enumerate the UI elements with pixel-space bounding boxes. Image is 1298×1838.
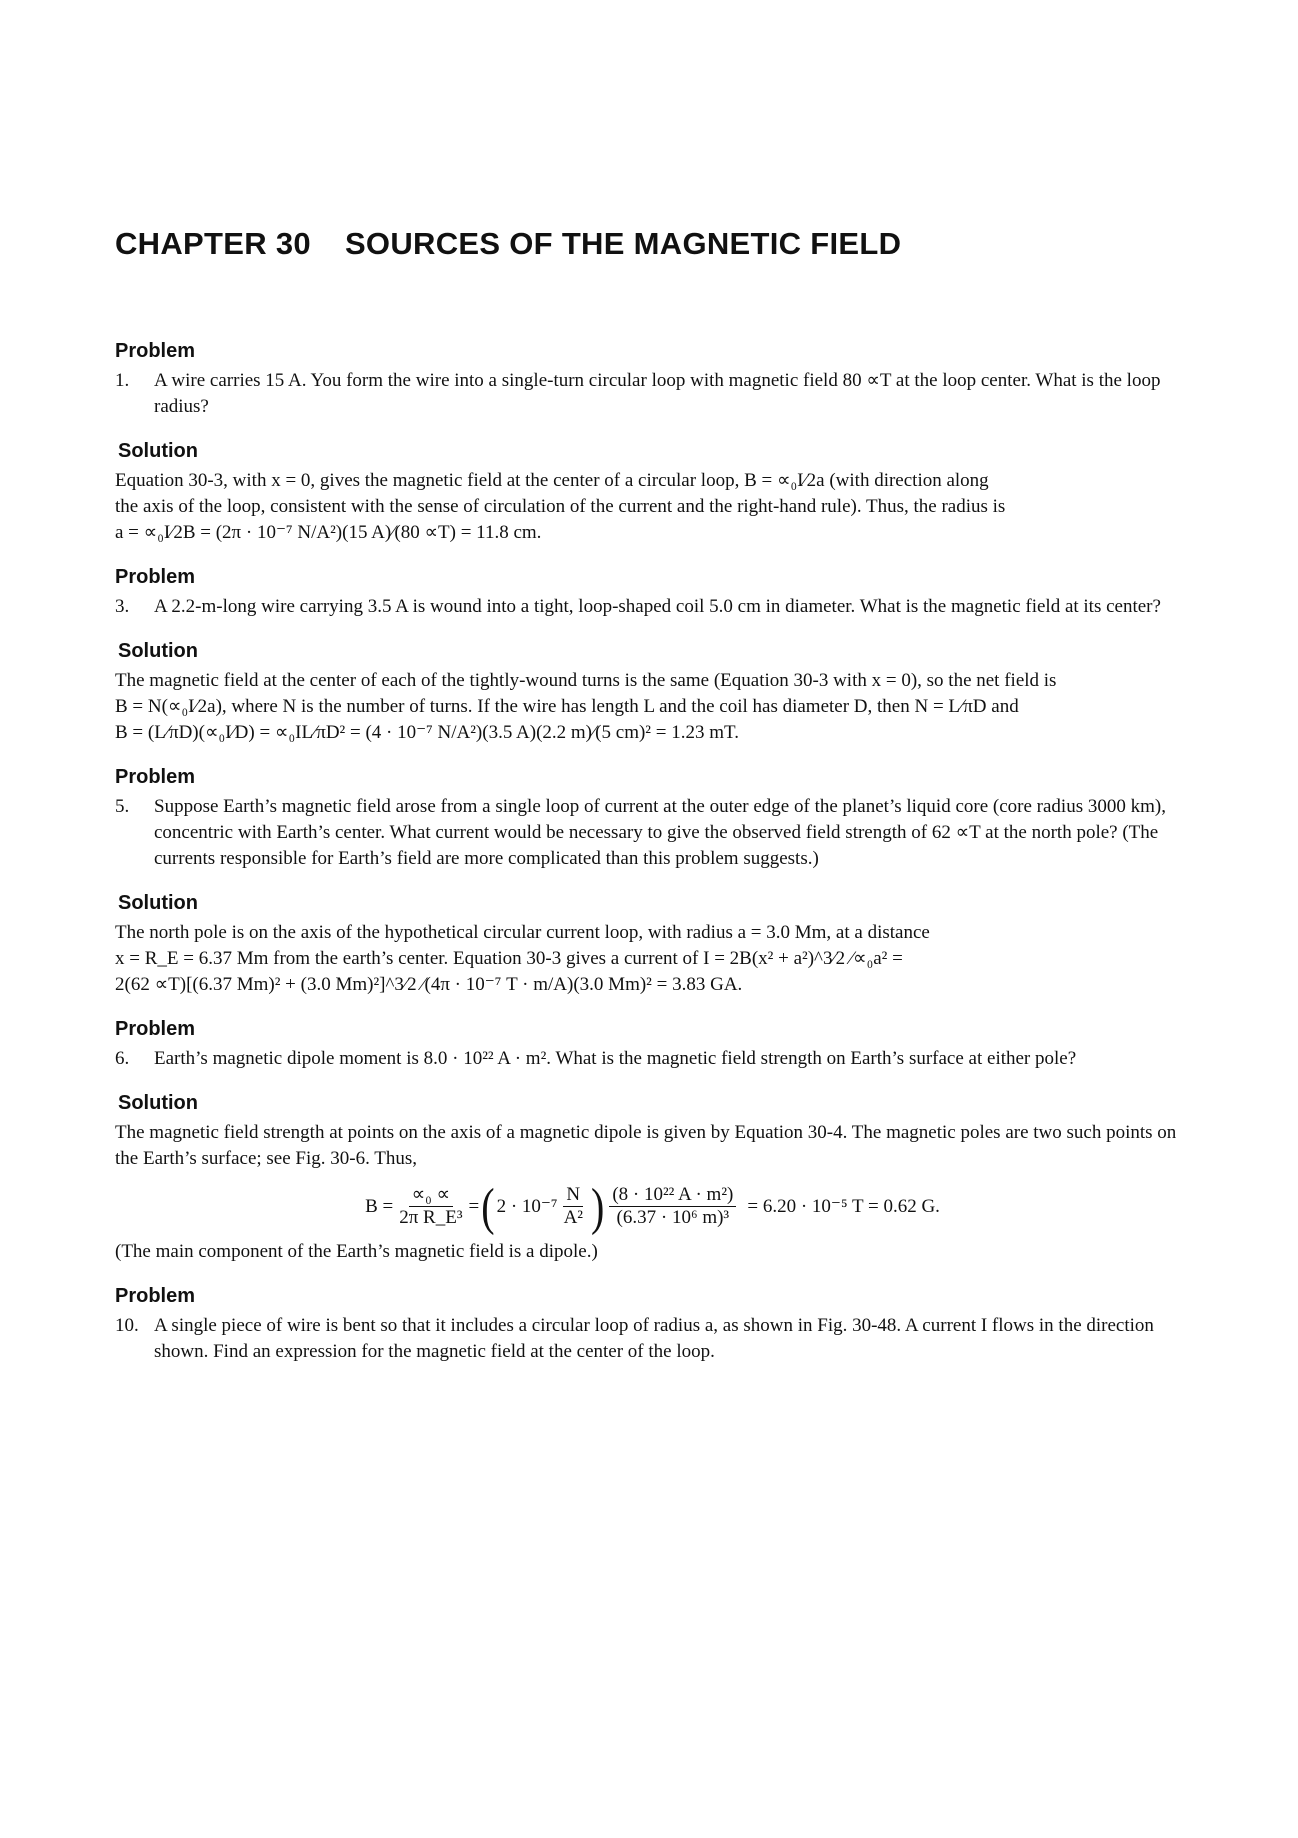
solution-line: The magnetic field at the center of each of the tightly-wound turns is the same (Equation 30-3 with x = 0), so the net field is bbox=[115, 670, 1057, 691]
problem-6 bbox=[115, 1016, 1190, 1072]
solution-line: B = N(∝₀I⁄2a), where N is the number of turns. If the wire has length L and the coil has diameter D, then N = L⁄πD and bbox=[115, 696, 1019, 717]
problem-1 bbox=[115, 338, 1190, 420]
problem-5 bbox=[115, 764, 1190, 872]
solution-line: Equation 30-3, with x = 0, gives the magnetic field at the center of a circular loop, B = ∝₀I⁄2a (with direction along bbox=[115, 470, 989, 491]
problem-number: 5. bbox=[115, 796, 130, 817]
equals-sign: = bbox=[468, 1195, 480, 1217]
problem-text: A wire carries 15 A. You form the wire into a single-turn circular loop with magnetic field 80 ∝T at the loop center. What is the loop radius? bbox=[154, 370, 1161, 417]
problem-10 bbox=[115, 1283, 1190, 1365]
problem-text: A 2.2-m-long wire carrying 3.5 A is wound into a tight, loop-shaped coil 5.0 cm in diameter. What is the magnetic field at its center? bbox=[154, 596, 1161, 617]
solution-heading: Solution bbox=[118, 640, 198, 662]
chapter-title bbox=[115, 226, 901, 262]
solution-line: B = (L⁄πD)(∝₀I⁄D) = ∝₀IL⁄πD² = (4 · 10⁻⁷ N/A²)(3.5 A)(2.2 m)⁄(5 cm)² = 1.23 mT. bbox=[115, 722, 739, 743]
fraction bbox=[609, 1184, 736, 1229]
problem-text: Suppose Earth’s magnetic field arose from a single loop of current at the outer edge of the planet’s liquid core (core radius 3000 km), concentric with Earth’s center. What current would be necessary to give the observed field strength of 62 ∝T at the north pole? (The currents responsible for Earth’s field are more complicated than this problem suggests.) bbox=[154, 796, 1166, 869]
numerator: (8 · 10²² A · m²) bbox=[609, 1184, 736, 1207]
solution-line: The north pole is on the axis of the hypothetical circular current loop, with radius a = 3.0 Mm, at a distance bbox=[115, 922, 930, 943]
numerator: ∝₀ ∝ bbox=[409, 1184, 454, 1207]
problem-heading: Problem bbox=[115, 1018, 196, 1040]
solution-line: 2(62 ∝T)[(6.37 Mm)² + (3.0 Mm)²]^3⁄2 ⁄(4π · 10⁻⁷ T · m/A)(3.0 Mm)² = 3.83 GA. bbox=[115, 974, 743, 995]
problem-heading: Problem bbox=[115, 1285, 196, 1307]
solution-line: the axis of the loop, consistent with the sense of circulation of the current and the right-hand rule). Thus, the radius is bbox=[115, 496, 1006, 517]
problem-text: A single piece of wire is bent so that it includes a circular loop of radius a, as shown in Fig. 30-48. A current I flows in the direction shown. Find an expression for the magnetic field at the center of the loop. bbox=[154, 1315, 1154, 1362]
right-paren: ) bbox=[590, 1176, 605, 1236]
chapter-name: SOURCES OF THE MAGNETIC FIELD bbox=[344, 226, 902, 261]
problem-number: 1. bbox=[115, 370, 130, 391]
solution-5 bbox=[115, 890, 1190, 998]
fraction bbox=[396, 1184, 465, 1229]
solution-1 bbox=[115, 438, 1190, 546]
fraction bbox=[561, 1184, 586, 1229]
problem-text: Earth’s magnetic dipole moment is 8.0 · 10²² A · m². What is the magnetic field strength on Earth’s surface at either pole? bbox=[154, 1048, 1077, 1069]
denominator: 2π R_E³ bbox=[399, 1207, 463, 1228]
dipole-field-equation bbox=[115, 1176, 1190, 1236]
solution-line: a = ∝₀I⁄2B = (2π · 10⁻⁷ N/A²)(15 A)⁄(80 ∝T) = 11.8 cm. bbox=[115, 522, 542, 543]
equation-lhs: B = bbox=[365, 1195, 394, 1217]
solution-line: x = R_E = 6.37 Mm from the earth’s center. Equation 30-3 gives a current of I = 2B(x² + a²)^3⁄2 ⁄∝₀a² = bbox=[115, 948, 903, 969]
chapter-number: CHAPTER 30 bbox=[115, 226, 311, 261]
constant: 2 · 10⁻⁷ bbox=[496, 1195, 558, 1217]
equation-result: = 6.20 · 10⁻⁵ T = 0.62 G. bbox=[747, 1195, 940, 1217]
problem-heading: Problem bbox=[115, 766, 196, 788]
problem-number: 6. bbox=[115, 1048, 130, 1069]
problem-number: 10. bbox=[115, 1315, 139, 1336]
solution-note: (The main component of the Earth’s magnetic field is a dipole.) bbox=[115, 1241, 598, 1262]
denominator: A² bbox=[563, 1207, 583, 1228]
content bbox=[115, 338, 1190, 1383]
solution-6 bbox=[115, 1090, 1190, 1265]
problem-3 bbox=[115, 564, 1190, 620]
left-paren: ( bbox=[481, 1176, 495, 1236]
solution-line: The magnetic field strength at points on the axis of a magnetic dipole is given by Equation 30-4. The magnetic poles are two such points on the Earth’s surface; see Fig. 30-6. Thus, bbox=[115, 1122, 1177, 1169]
solution-heading: Solution bbox=[118, 892, 198, 914]
solution-3 bbox=[115, 638, 1190, 746]
denominator: (6.37 · 10⁶ m)³ bbox=[616, 1207, 730, 1228]
problem-number: 3. bbox=[115, 596, 130, 617]
solution-heading: Solution bbox=[118, 440, 198, 462]
numerator: N bbox=[563, 1184, 583, 1207]
problem-heading: Problem bbox=[115, 566, 196, 588]
problem-heading: Problem bbox=[115, 340, 196, 362]
solution-heading: Solution bbox=[118, 1092, 198, 1114]
